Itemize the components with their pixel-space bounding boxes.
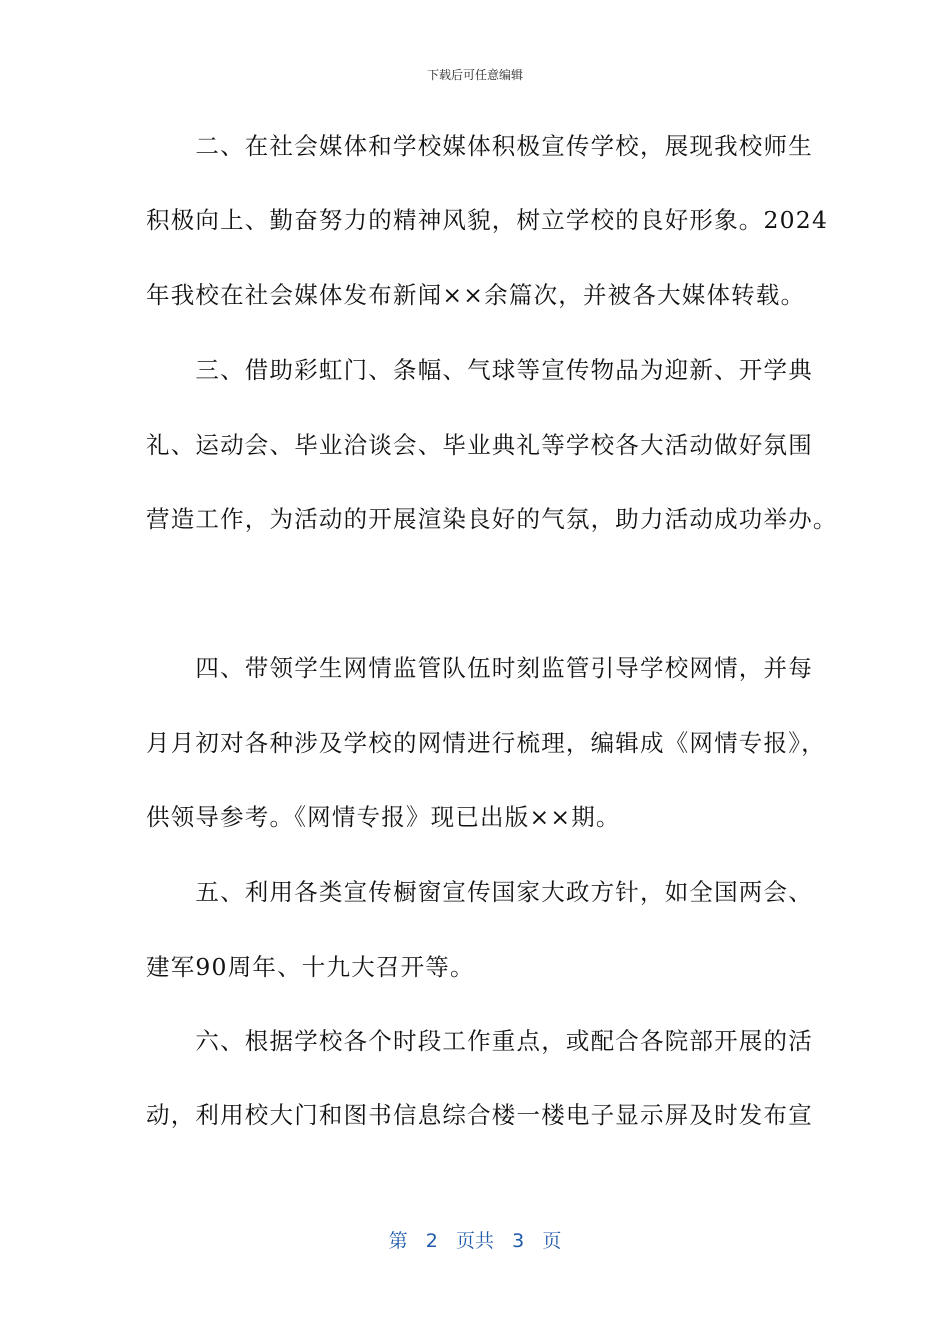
paragraph-line: 月月初对各种涉及学校的网情进行梳理，编辑成《网情专报》，: [146, 729, 826, 757]
paragraph-line: 供领导参考。《网情专报》现已出版××期。: [146, 803, 621, 831]
paragraph-line: 四、带领学生网情监管队伍时刻监管引导学校网情，并每: [146, 654, 813, 682]
paragraph-line: 三、借助彩虹门、条幅、气球等宣传物品为迎新、开学典: [146, 356, 813, 384]
page-header: 下载后可任意编辑: [426, 68, 523, 82]
paragraph-line: 营造工作，为活动的开展渲染良好的气氛，助力活动成功举办。: [146, 505, 838, 533]
footer-suffix: 页: [542, 1230, 562, 1252]
paragraph-line: 年我校在社会媒体发布新闻××余篇次，并被各大媒体转载。: [146, 281, 806, 309]
paragraph-line: 五、利用各类宣传橱窗宣传国家大政方针，如全国两会、: [146, 878, 813, 906]
paragraph-line: 六、根据学校各个时段工作重点，或配合各院部开展的活: [146, 1027, 813, 1055]
paragraph-line: 积极向上、勤奋努力的精神风貌，树立学校的良好形象。2024: [146, 206, 829, 234]
footer-prefix: 第: [388, 1230, 408, 1252]
total-pages-number: 3: [512, 1230, 525, 1252]
paragraph-line: 建军90周年、十九大召开等。: [146, 953, 475, 981]
footer-middle: 页共: [455, 1230, 494, 1252]
current-page-number: 2: [425, 1230, 438, 1252]
paragraph-line: 动，利用校大门和图书信息综合楼一楼电子显示屏及时发布宣: [146, 1101, 813, 1129]
paragraph-line: 二、在社会媒体和学校媒体积极宣传学校，展现我校师生: [146, 132, 813, 160]
paragraph-line: 礼、运动会、毕业洽谈会、毕业典礼等学校各大活动做好氛围: [146, 431, 813, 459]
page-footer: [0, 1226, 950, 1253]
